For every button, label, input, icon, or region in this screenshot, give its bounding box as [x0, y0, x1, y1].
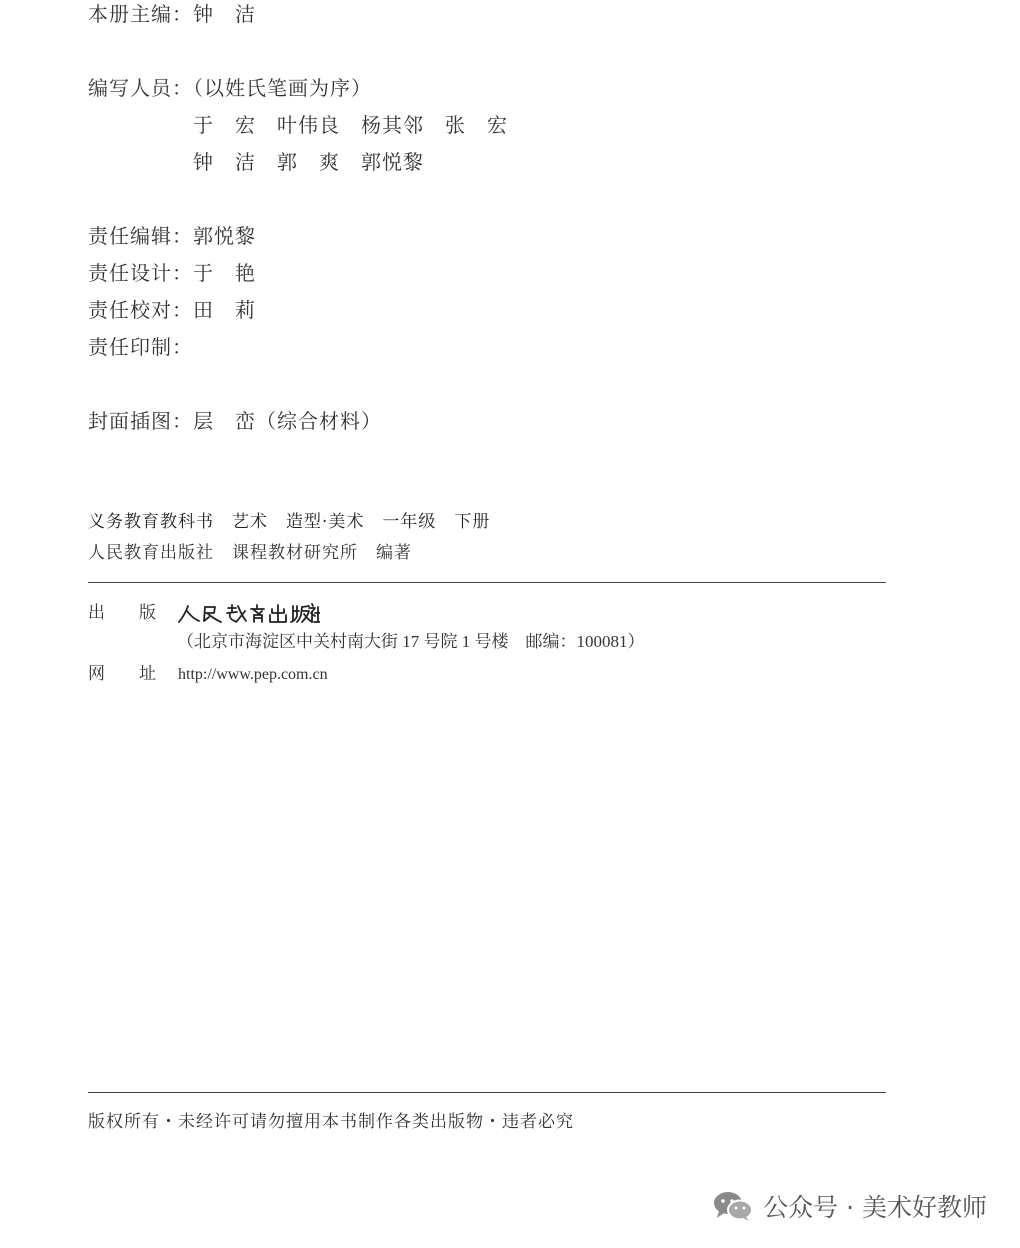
responsible-editor-label: 责任编辑：: [88, 224, 193, 248]
wechat-icon: [713, 1190, 753, 1222]
website-link[interactable]: http://www.pep.com.cn: [178, 666, 328, 683]
book-authors: 人民教育出版社 课程教材研究所 编著: [88, 543, 412, 563]
cover-illustration-label: 封面插图：: [88, 409, 193, 433]
responsible-proof-line: [88, 296, 256, 324]
responsible-print-label: 责任印制：: [88, 335, 193, 359]
responsible-print-line: [88, 333, 193, 361]
writer-name: 于 宏: [193, 113, 256, 137]
main-editor-value: 钟 洁: [193, 2, 256, 26]
watermark-text: 公众号 · 美术好教师: [763, 1193, 987, 1222]
website-label: 网 址: [88, 664, 156, 684]
copyright-notice: 版权所有・未经许可请勿擅用本书制作各类出版物・违者必究: [88, 1112, 574, 1132]
main-editor-line: [88, 0, 256, 28]
responsible-editor-value: 郭悦黎: [193, 224, 256, 248]
divider-top: [88, 582, 886, 583]
responsible-editor-line: [88, 222, 256, 250]
writers-heading: [88, 74, 372, 102]
book-title: 义务教育教科书 艺术 造型·美术 一年级 下册: [88, 512, 491, 532]
writer-name: 杨其邻: [361, 113, 424, 137]
writers-row-2: [193, 148, 424, 176]
wechat-watermark: [713, 1188, 987, 1224]
cover-illustration-line: [88, 407, 382, 435]
divider-bottom: [88, 1092, 886, 1093]
writers-note: （以姓氏笔画为序）: [193, 76, 372, 100]
responsible-design-line: [88, 259, 256, 287]
writer-name: 郭悦黎: [361, 150, 424, 174]
publish-label: 出 版: [88, 603, 156, 623]
main-editor-label: 本册主编：: [88, 2, 193, 26]
writer-name: 钟 洁: [193, 150, 256, 174]
writer-name: 叶伟良: [277, 113, 340, 137]
responsible-proof-label: 责任校对：: [88, 298, 193, 322]
writers-row-1: [193, 111, 508, 139]
cover-illustration-value: 层 峦（综合材料）: [193, 409, 382, 433]
responsible-design-label: 责任设计：: [88, 261, 193, 285]
responsible-proof-value: 田 莉: [193, 298, 256, 322]
publisher-address: （北京市海淀区中关村南大街 17 号院 1 号楼 邮编：100081）: [177, 632, 645, 651]
publisher-signature-logo: [178, 603, 320, 625]
writer-name: 郭 爽: [277, 150, 340, 174]
writers-label: 编写人员：: [88, 76, 193, 100]
responsible-design-value: 于 艳: [193, 261, 256, 285]
writer-name: 张 宏: [445, 113, 508, 137]
